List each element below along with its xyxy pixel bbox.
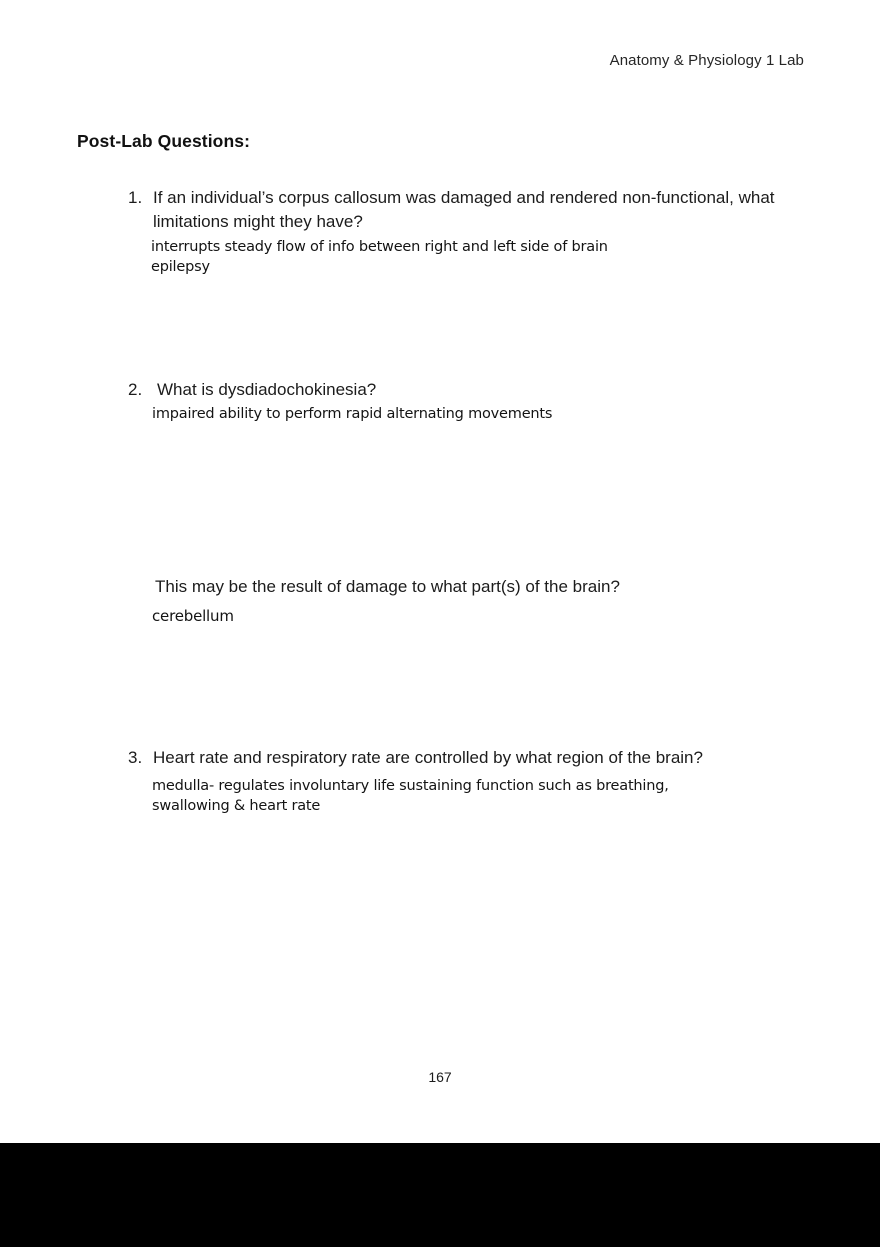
question-2-text: What is dysdiadochokinesia? [157,380,377,399]
question-2-followup-text: This may be the result of damage to what part(s) of the brain? [155,577,620,596]
question-2-followup-answer: cerebellum [152,607,234,625]
answer-3-line-1: medulla- regulates involuntary life sustaining function such as breathing, [152,778,669,794]
question-3-number: 3. [128,748,143,767]
answer-2-line-1: impaired ability to perform rapid alternating movements [152,406,553,422]
answer-1 [151,237,608,277]
answer-1-line-2: epilepsy [151,259,210,275]
question-3 [128,746,703,770]
document-header: Anatomy & Physiology 1 Lab [609,52,804,69]
answer-2 [152,404,552,424]
answer-1-line-1: interrupts steady flow of info between right and left side of brain [151,239,608,255]
question-2-number: 2. [128,380,143,399]
bottom-black-bar [0,1143,880,1247]
answer-3 [152,776,669,816]
question-1-number: 1. [128,188,143,207]
question-2 [128,378,376,402]
answer-3-line-2: swallowing & heart rate [152,798,321,814]
section-title: Post-Lab Questions: [77,131,251,151]
page-number: 167 [428,1069,452,1085]
question-1 [128,186,798,234]
question-3-text: Heart rate and respiratory rate are controlled by what region of the brain? [153,748,703,767]
question-1-text: If an individual’s corpus callosum was damaged and rendered non-functional, what limitations might they have? [153,188,775,231]
